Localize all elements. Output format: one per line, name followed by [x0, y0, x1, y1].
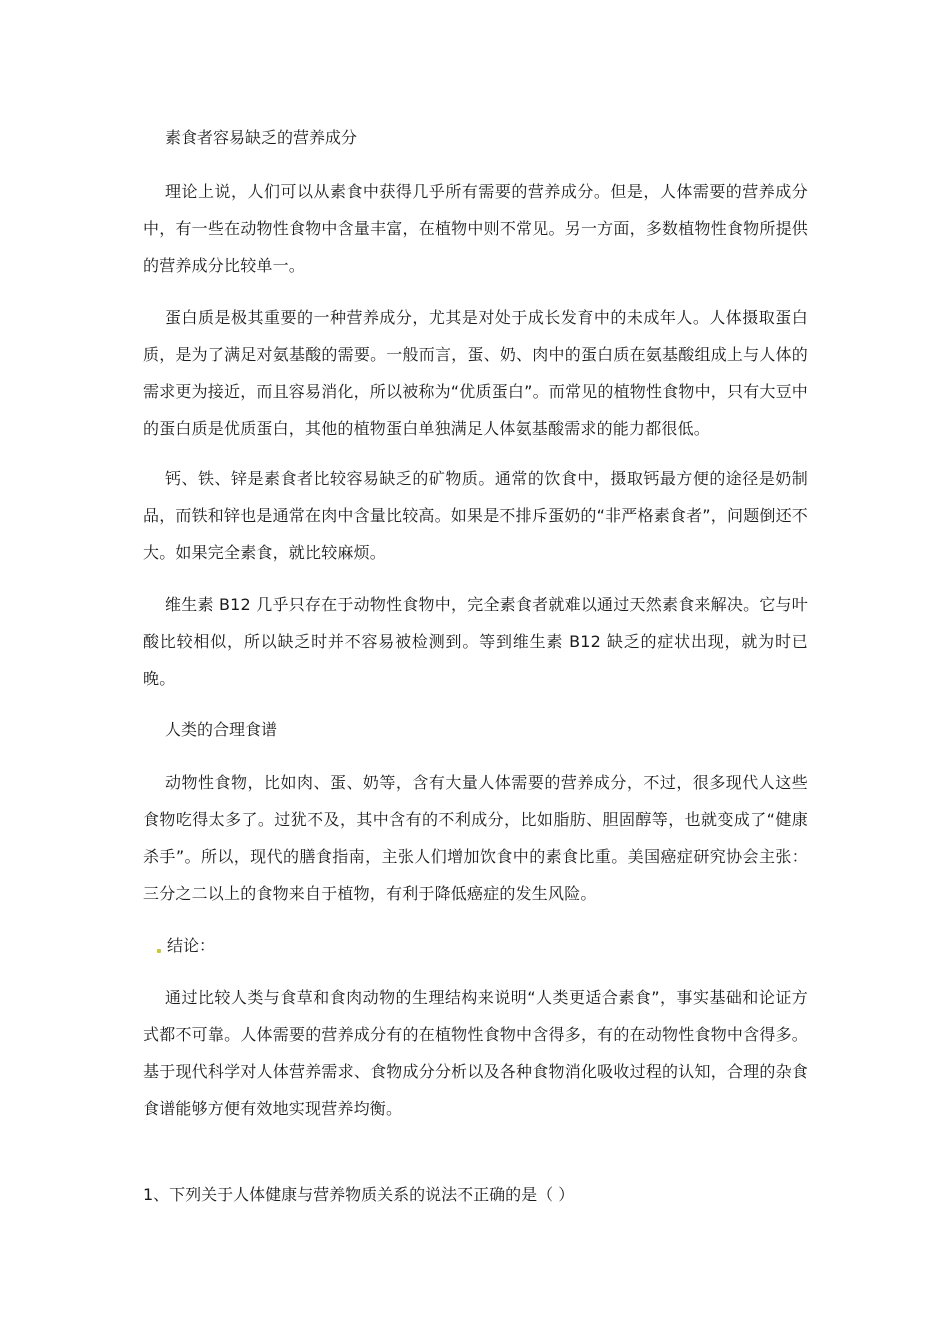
paragraph-conclusion: 通过比较人类与食草和食肉动物的生理结构来说明“人类更适合素食”，事实基础和论证方式都不可靠。人体需要的营养成分有的在植物性食物中含得多，有的在动物性食物中含得多。基于现代科学对人体营养需求、食物成分分析以及各种食物消化吸收过程的认知，合理的杂食食谱能够方便有效地实现营养均衡。 [143, 988, 808, 1118]
section-heading-diet: 人类的合理食谱 [165, 720, 278, 739]
section-heading-conclusion [157, 934, 215, 958]
paragraph-vitamin-b12: 维生素 B12 几乎只存在于动物性食物中，完全素食者就难以通过天然素食来解决。它与叶酸比较相似，所以缺乏时并不容易被检测到。等到维生素 B12 缺乏的症状出现，就为时已晚。 [143, 595, 808, 688]
question-1: 1、下列关于人体健康与营养物质关系的说法不正确的是（ ） [143, 1185, 575, 1204]
bullet-mark [157, 949, 161, 953]
paragraph-theory: 理论上说，人们可以从素食中获得几乎所有需要的营养成分。但是，人体需要的营养成分中，有一些在动物性食物中含量丰富，在植物中则不常见。另一方面，多数植物性食物所提供的营养成分比较单一。 [143, 182, 808, 275]
paragraph-protein: 蛋白质是极其重要的一种营养成分，尤其是对处于成长发育中的未成年人。人体摄取蛋白质，是为了满足对氨基酸的需要。一般而言，蛋、奶、肉中的蛋白质在氨基酸组成上与人体的需求更为接近，而且容易消化，所以被称为“优质蛋白”。而常见的植物性食物中，只有大豆中的蛋白质是优质蛋白，其他的植物蛋白单独满足人体氨基酸需求的能力都很低。 [143, 308, 808, 438]
section-heading-nutrients: 素食者容易缺乏的营养成分 [165, 128, 358, 147]
conclusion-label: 结论： [167, 936, 216, 955]
paragraph-minerals: 钙、铁、锌是素食者比较容易缺乏的矿物质。通常的饮食中，摄取钙最方便的途径是奶制品，而铁和锌也是通常在肉中含量比较高。如果是不排斥蛋奶的“非严格素食者”，问题倒还不大。如果完全素食，就比较麻烦。 [143, 469, 808, 562]
paragraph-animal-food: 动物性食物，比如肉、蛋、奶等，含有大量人体需要的营养成分，不过，很多现代人这些食物吃得太多了。过犹不及，其中含有的不利成分，比如脂肪、胆固醇等，也就变成了“健康杀手”。所以，现代的膳食指南，主张人们增加饮食中的素食比重。美国癌症研究协会主张：三分之二以上的食物来自于植物，有利于降低癌症的发生风险。 [143, 773, 808, 903]
